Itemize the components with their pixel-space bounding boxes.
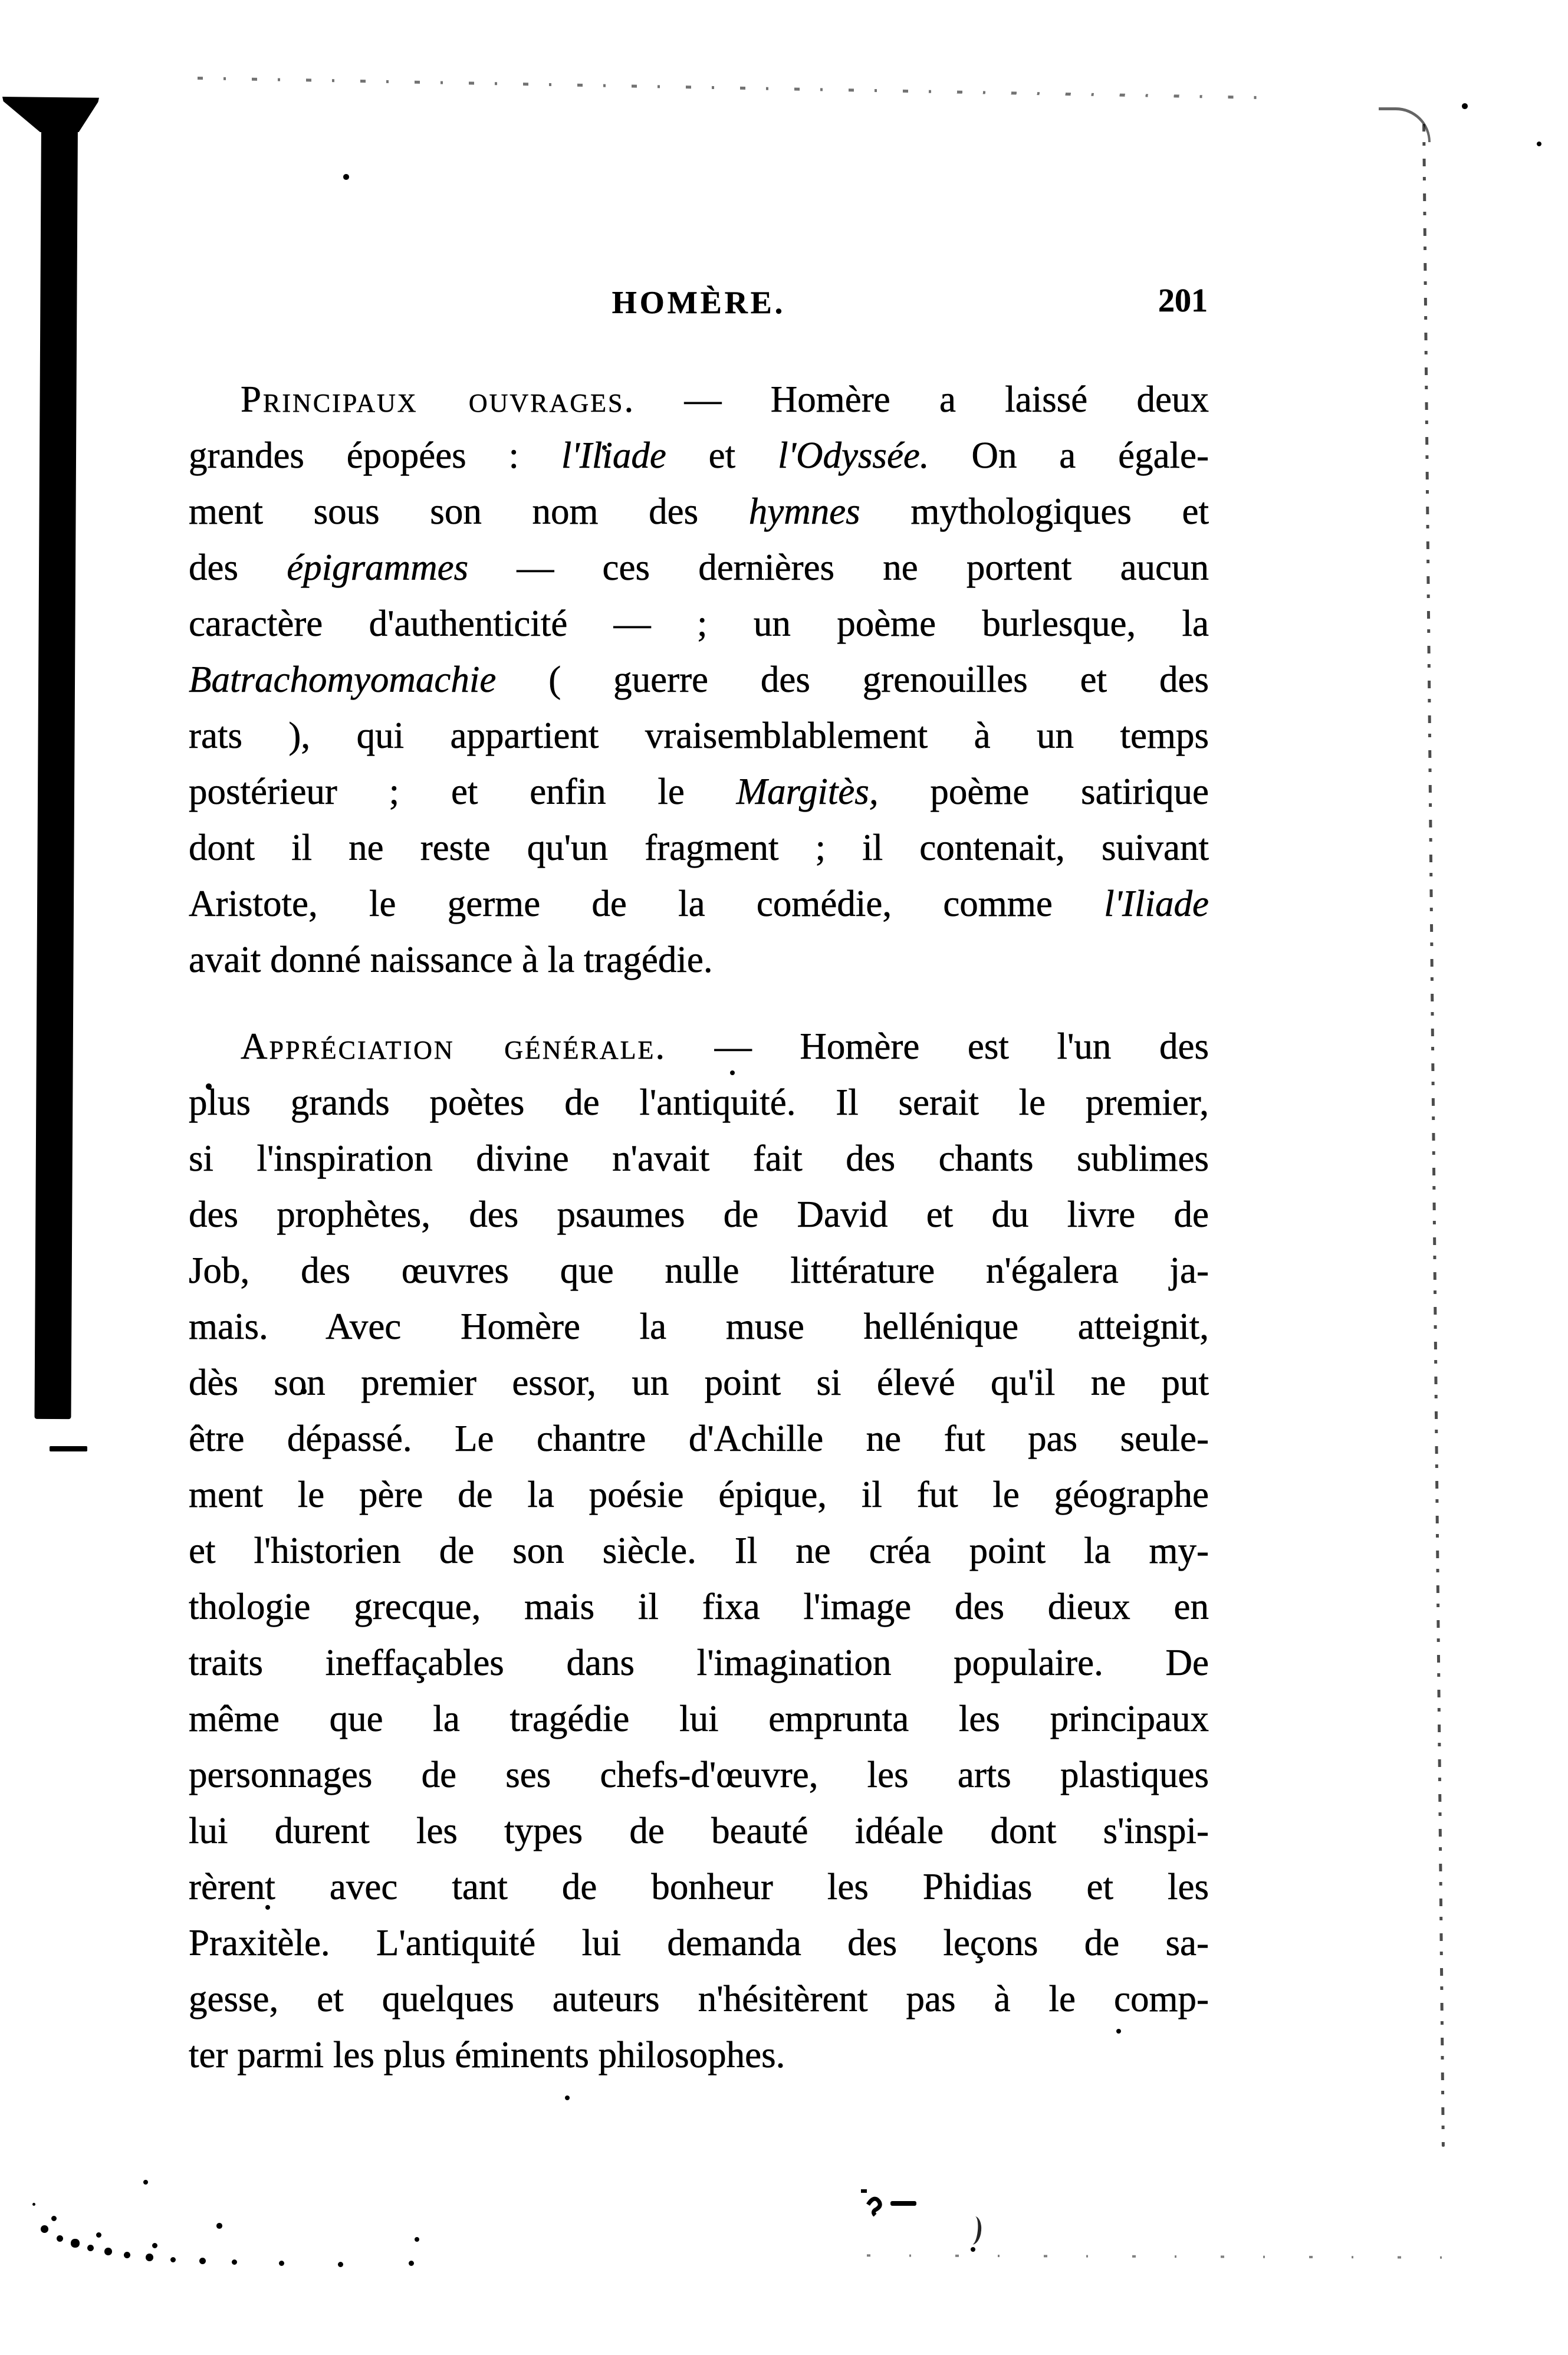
binding-bar-artifact	[34, 123, 78, 1419]
text-line: Batrachomyomachie ( guerre des grenouilles et des	[189, 659, 1209, 700]
text-line: caractère d'authenticité — ; un poème burlesque, la	[189, 603, 1209, 644]
scan-speckles	[0, 0, 2, 2]
text-block	[189, 372, 1209, 2083]
text-line: ment sous son nom des hymnes mythologiques et	[189, 491, 1209, 532]
paragraph-appreciation-generale	[189, 1019, 1209, 2083]
text-line: Job, des œuvres que nulle littérature n'égalera ja-	[189, 1250, 1209, 1291]
running-head	[189, 284, 1209, 331]
text-line: Principaux ouvrages. — Homère a laissé deux	[241, 379, 1209, 420]
page-right-edge-artifact	[1422, 124, 1445, 2147]
text-line: des prophètes, des psaumes de David et du livre de	[189, 1194, 1209, 1235]
text-line: traits ineffaçables dans l'imagination populaire. De	[189, 1642, 1209, 1683]
text-line: si l'inspiration divine n'avait fait des chants sublimes	[189, 1138, 1209, 1179]
text-line: même que la tragédie lui emprunta les principaux	[189, 1698, 1209, 1739]
text-line: gesse, et quelques auteurs n'hésitèrent pas à le comp-	[189, 1978, 1209, 2019]
text-line: Appréciation générale. — Homère est l'un des	[241, 1026, 1209, 1067]
text-line: Aristote, le germe de la comédie, comme l'Iliade	[189, 883, 1209, 924]
page-title: HOMÈRE.	[612, 285, 786, 320]
text-line: personnages de ses chefs-d'œuvre, les arts plastiques	[189, 1754, 1209, 1795]
text-line: mais. Avec Homère la muse hellénique atteignit,	[189, 1306, 1209, 1347]
text-line: rèrent avec tant de bonheur les Phidias et les	[189, 1866, 1209, 1907]
bottom-paren-artifact	[967, 2216, 983, 2245]
paragraph-principaux-ouvrages	[189, 372, 1209, 988]
text-line: ment le père de la poésie épique, il fut le géographe	[189, 1474, 1209, 1515]
text-line: dès son premier essor, un point si élevé qu'il ne put	[189, 1362, 1209, 1403]
text-line: rats ), qui appartient vraisemblablement à un temps	[189, 715, 1209, 756]
text-line: des épigrammes — ces dernières ne portent aucun	[189, 547, 1209, 588]
text-line: grandes épopées : l'Iliade et l'Odyssée. On a égale-	[189, 435, 1209, 476]
text-line: thologie grecque, mais il fixa l'image des dieux en	[189, 1586, 1209, 1627]
text-line: plus grands poètes de l'antiquité. Il serait le premier,	[189, 1082, 1209, 1123]
text-line: être dépassé. Le chantre d'Achille ne fut pas seule-	[189, 1418, 1209, 1459]
bottom-edge-dots-artifact	[867, 2254, 1445, 2258]
text-line: postérieur ; et enfin le Margitès, poème satirique	[189, 771, 1209, 812]
text-line: lui durent les types de beauté idéale dont s'inspi-	[189, 1810, 1209, 1851]
page-top-edge-artifact	[198, 77, 1268, 99]
bottom-left-dust-artifact	[32, 2203, 35, 2206]
page-number: 201	[1158, 283, 1208, 319]
text-line: Praxitèle. L'antiquité lui demanda des leçons de sa-	[189, 1922, 1209, 1963]
binding-dash-artifact	[50, 1446, 87, 1451]
text-line: dont il ne reste qu'un fragment ; il contenait, suivant	[189, 827, 1209, 868]
text-line: et l'historien de son siècle. Il ne créa point la my-	[189, 1530, 1209, 1571]
bottom-squiggle-artifact	[860, 2182, 919, 2226]
text-line: avait donné naissance à la tragédie.	[189, 939, 713, 980]
text-line: ter parmi les plus éminents philosophes.	[189, 2034, 785, 2075]
